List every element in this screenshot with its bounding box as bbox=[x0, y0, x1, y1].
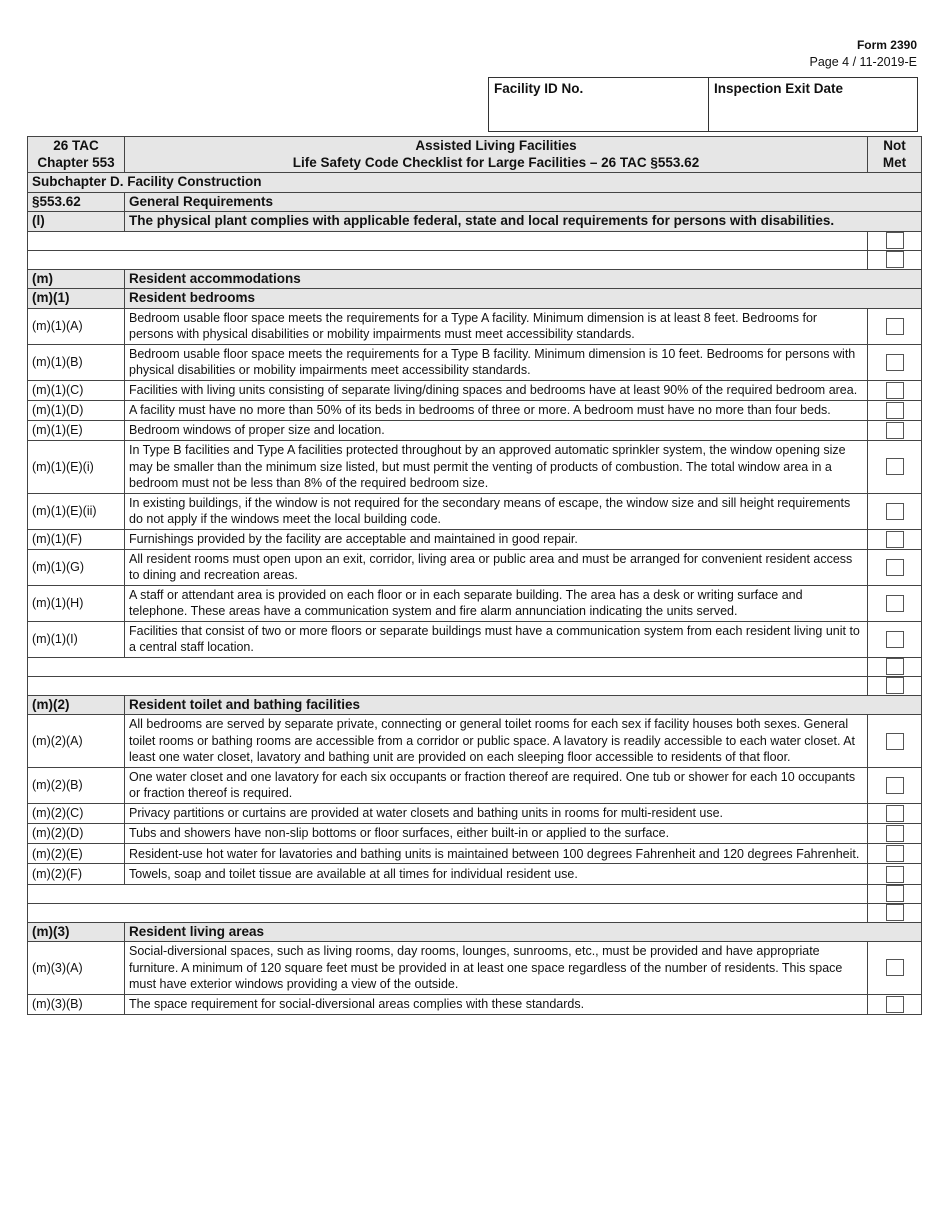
requirement-text: One water closet and one lavatory for each six occupants or fraction thereof are required. One tub or shower for each 10 occupants or fraction thereof is required. bbox=[125, 767, 868, 803]
requirement-text: In existing buildings, if the window is not required for the secondary means of escape, the window size and sill height requirements do not apply if the windows meet the local building code. bbox=[125, 493, 868, 529]
not-met-checkbox[interactable] bbox=[886, 458, 904, 475]
not-met-cell bbox=[868, 493, 922, 529]
rule-code: §553.62 bbox=[28, 192, 125, 212]
not-met-cell bbox=[868, 824, 922, 844]
not-met-checkbox[interactable] bbox=[886, 503, 904, 520]
not-met-checkbox[interactable] bbox=[886, 318, 904, 335]
rule-code: (m)(1)(E)(i) bbox=[28, 441, 125, 494]
requirement-text: Furnishings provided by the facility are acceptable and maintained in good repair. bbox=[125, 529, 868, 549]
subsection-row bbox=[28, 212, 922, 232]
facility-id-field[interactable]: Facility ID No. bbox=[489, 78, 709, 131]
section-header-row bbox=[28, 173, 922, 193]
checklist-item-row bbox=[28, 585, 922, 621]
checklist-item-row bbox=[28, 715, 922, 768]
checklist-item-row bbox=[28, 942, 922, 995]
not-met-cell bbox=[868, 844, 922, 864]
requirement-text: The space requirement for social-diversional areas complies with these standards. bbox=[125, 994, 868, 1014]
not-met-checkbox[interactable] bbox=[886, 382, 904, 399]
checklist-item-row bbox=[28, 844, 922, 864]
not-met-cell bbox=[868, 585, 922, 621]
not-met-checkbox[interactable] bbox=[886, 251, 904, 268]
blank-cell bbox=[28, 884, 868, 903]
blank-cell bbox=[28, 231, 868, 250]
not-met-checkbox[interactable] bbox=[886, 677, 904, 694]
rule-code: (m)(2) bbox=[28, 695, 125, 715]
facility-info-box bbox=[488, 77, 918, 132]
blank-cell bbox=[28, 676, 868, 695]
rule-code: (m)(3)(B) bbox=[28, 994, 125, 1014]
requirement-text: Tubs and showers have non-slip bottoms or floor surfaces, either built-in or applied to the surface. bbox=[125, 824, 868, 844]
form-number: Form 2390 bbox=[856, 38, 917, 52]
checklist-item-row bbox=[28, 803, 922, 823]
checklist-item-row bbox=[28, 767, 922, 803]
subsection-title: General Requirements bbox=[125, 192, 922, 212]
subsection-title: Resident toilet and bathing facilities bbox=[125, 695, 922, 715]
not-met-cell bbox=[868, 250, 922, 269]
section-title: Subchapter D. Facility Construction bbox=[28, 173, 922, 193]
blank-row bbox=[28, 884, 922, 903]
not-met-checkbox[interactable] bbox=[886, 595, 904, 612]
requirement-text: Facilities that consist of two or more floors or separate buildings must have a communication system from each resident living unit to a central staff location. bbox=[125, 621, 868, 657]
chapter-header: 26 TAC Chapter 553 bbox=[28, 137, 125, 173]
checklist-item-row bbox=[28, 441, 922, 494]
not-met-header: Not Met bbox=[868, 137, 922, 173]
rule-code: (m)(2)(C) bbox=[28, 803, 125, 823]
subsection-title: Resident bedrooms bbox=[125, 289, 922, 309]
not-met-cell bbox=[868, 420, 922, 440]
not-met-cell bbox=[868, 380, 922, 400]
table-header-row bbox=[28, 137, 922, 173]
subsection-row bbox=[28, 192, 922, 212]
not-met-cell bbox=[868, 549, 922, 585]
checklist-item-row bbox=[28, 529, 922, 549]
not-met-checkbox[interactable] bbox=[886, 531, 904, 548]
checklist-item-row bbox=[28, 864, 922, 884]
rule-code: (m)(1)(C) bbox=[28, 380, 125, 400]
not-met-checkbox[interactable] bbox=[886, 866, 904, 883]
checklist-item-row bbox=[28, 400, 922, 420]
not-met-cell bbox=[868, 676, 922, 695]
blank-row bbox=[28, 657, 922, 676]
blank-row bbox=[28, 903, 922, 922]
subsection-row bbox=[28, 269, 922, 289]
requirement-text: Resident-use hot water for lavatories and bathing units is maintained between 100 degrees Fahrenheit and 120 degrees Fahrenheit. bbox=[125, 844, 868, 864]
checklist-item-row bbox=[28, 824, 922, 844]
subsection-title: Resident living areas bbox=[125, 922, 922, 942]
not-met-checkbox[interactable] bbox=[886, 422, 904, 439]
rule-code: (m)(1)(E)(ii) bbox=[28, 493, 125, 529]
blank-cell bbox=[28, 250, 868, 269]
not-met-cell bbox=[868, 621, 922, 657]
rule-code: (m)(1)(I) bbox=[28, 621, 125, 657]
rule-code: (m)(3) bbox=[28, 922, 125, 942]
rule-code: (m)(1)(B) bbox=[28, 344, 125, 380]
checklist-item-row bbox=[28, 344, 922, 380]
checklist-table bbox=[27, 136, 922, 1015]
not-met-checkbox[interactable] bbox=[886, 232, 904, 249]
not-met-cell bbox=[868, 803, 922, 823]
requirement-text: A facility must have no more than 50% of its beds in bedrooms of three or more. A bedroom must have no more than four beds. bbox=[125, 400, 868, 420]
requirement-text: Facilities with living units consisting of separate living/dining spaces and bedrooms have at least 90% of the required bedroom area. bbox=[125, 380, 868, 400]
checklist-item-row bbox=[28, 308, 922, 344]
not-met-checkbox[interactable] bbox=[886, 959, 904, 976]
checklist-item-row bbox=[28, 493, 922, 529]
page-number: Page 4 / 11-2019-E bbox=[809, 55, 917, 69]
rule-code: (m)(1)(D) bbox=[28, 400, 125, 420]
rule-code: (m)(1)(H) bbox=[28, 585, 125, 621]
blank-row bbox=[28, 231, 922, 250]
requirement-text: A staff or attendant area is provided on each floor or in each separate building. The area has a desk or writing surface and telephone. These areas have a communication system and fire alarm annunciation indicating the units served. bbox=[125, 585, 868, 621]
blank-row bbox=[28, 676, 922, 695]
requirement-text: All bedrooms are served by separate private, connecting or general toilet rooms for each sex if facility houses both sexes. General toilet rooms or bathing rooms are accessible from a corridor or public space. A lavatory is readily accessible to each water closet. At least one water closet, lavatory and bathing unit are provided on each sleeping floor accessible to residents of that floor. bbox=[125, 715, 868, 768]
checklist-item-row bbox=[28, 380, 922, 400]
not-met-cell bbox=[868, 344, 922, 380]
rule-code: (m)(1)(E) bbox=[28, 420, 125, 440]
title-line-2: Life Safety Code Checklist for Large Facilities – 26 TAC §553.62 bbox=[292, 154, 700, 170]
not-met-checkbox[interactable] bbox=[886, 904, 904, 921]
rule-code: (m)(1)(G) bbox=[28, 549, 125, 585]
subsection-title: The physical plant complies with applicable federal, state and local requirements for persons with disabilities. bbox=[125, 212, 922, 232]
rule-code: (m)(2)(A) bbox=[28, 715, 125, 768]
inspection-exit-date-field[interactable]: Inspection Exit Date bbox=[714, 81, 844, 96]
rule-code: (m)(1) bbox=[28, 289, 125, 309]
not-met-checkbox[interactable] bbox=[886, 885, 904, 902]
not-met-cell bbox=[868, 529, 922, 549]
subsection-title: Resident accommodations bbox=[125, 269, 922, 289]
requirement-text: All resident rooms must open upon an exit, corridor, living area or public area and must be arranged for convenient resident access to dining and recreation areas. bbox=[125, 549, 868, 585]
not-met-cell bbox=[868, 441, 922, 494]
not-met-checkbox[interactable] bbox=[886, 631, 904, 648]
not-met-checkbox[interactable] bbox=[886, 825, 904, 842]
not-met-cell bbox=[868, 767, 922, 803]
requirement-text: Bedroom windows of proper size and location. bbox=[125, 420, 868, 440]
requirement-text: Privacy partitions or curtains are provided at water closets and bathing units in rooms for multi-resident use. bbox=[125, 803, 868, 823]
not-met-cell bbox=[868, 400, 922, 420]
rule-code: (m) bbox=[28, 269, 125, 289]
not-met-checkbox[interactable] bbox=[886, 658, 904, 675]
rule-code: (m)(1)(F) bbox=[28, 529, 125, 549]
rule-code: (m)(2)(D) bbox=[28, 824, 125, 844]
checklist-item-row bbox=[28, 420, 922, 440]
not-met-cell bbox=[868, 864, 922, 884]
not-met-checkbox[interactable] bbox=[886, 402, 904, 419]
checklist-item-row bbox=[28, 549, 922, 585]
not-met-checkbox[interactable] bbox=[886, 996, 904, 1013]
rule-code: (m)(2)(F) bbox=[28, 864, 125, 884]
not-met-cell bbox=[868, 657, 922, 676]
not-met-cell bbox=[868, 884, 922, 903]
rule-code: (m)(2)(B) bbox=[28, 767, 125, 803]
blank-cell bbox=[28, 903, 868, 922]
not-met-cell bbox=[868, 308, 922, 344]
checklist-item-row bbox=[28, 621, 922, 657]
not-met-cell bbox=[868, 715, 922, 768]
rule-code: (m)(1)(A) bbox=[28, 308, 125, 344]
subsection-row bbox=[28, 695, 922, 715]
rule-code: (l) bbox=[28, 212, 125, 232]
rule-code: (m)(3)(A) bbox=[28, 942, 125, 995]
not-met-cell bbox=[868, 903, 922, 922]
checklist-title bbox=[125, 137, 868, 173]
rule-code: (m)(2)(E) bbox=[28, 844, 125, 864]
blank-row bbox=[28, 250, 922, 269]
not-met-cell bbox=[868, 942, 922, 995]
requirement-text: Bedroom usable floor space meets the requirements for a Type A facility. Minimum dimension is at least 8 feet. Bedrooms for persons with physical disabilities or mobility impairments must meet accessibility standards. bbox=[125, 308, 868, 344]
not-met-checkbox[interactable] bbox=[886, 805, 904, 822]
not-met-cell bbox=[868, 231, 922, 250]
subsection-row bbox=[28, 922, 922, 942]
not-met-checkbox[interactable] bbox=[886, 845, 904, 862]
not-met-checkbox[interactable] bbox=[886, 777, 904, 794]
not-met-checkbox[interactable] bbox=[886, 559, 904, 576]
requirement-text: Social-diversional spaces, such as living rooms, day rooms, lounges, sunrooms, etc., must be provided and have appropriate furniture. A minimum of 120 square feet must be provided in at least one space regardless of the number of residents. This space must have exterior windows providing a view of the outside. bbox=[125, 942, 868, 995]
title-line-1: Assisted Living Facilities bbox=[415, 138, 577, 153]
requirement-text: In Type B facilities and Type A facilities protected throughout by an approved automatic sprinkler system, the window opening size may be smaller than the minimum size listed, but must permit the venting of products of combustion. The total window area in a bedroom must not be less than 8% of the required bedroom size. bbox=[125, 441, 868, 494]
not-met-checkbox[interactable] bbox=[886, 733, 904, 750]
subsection-row bbox=[28, 289, 922, 309]
not-met-checkbox[interactable] bbox=[886, 354, 904, 371]
blank-cell bbox=[28, 657, 868, 676]
not-met-cell bbox=[868, 994, 922, 1014]
requirement-text: Bedroom usable floor space meets the requirements for a Type B facility. Minimum dimension is 10 feet. Bedrooms for persons with physical disabilities or mobility impairments meet accessibility standards. bbox=[125, 344, 868, 380]
requirement-text: Towels, soap and toilet tissue are available at all times for individual resident use. bbox=[125, 864, 868, 884]
checklist-item-row bbox=[28, 994, 922, 1014]
